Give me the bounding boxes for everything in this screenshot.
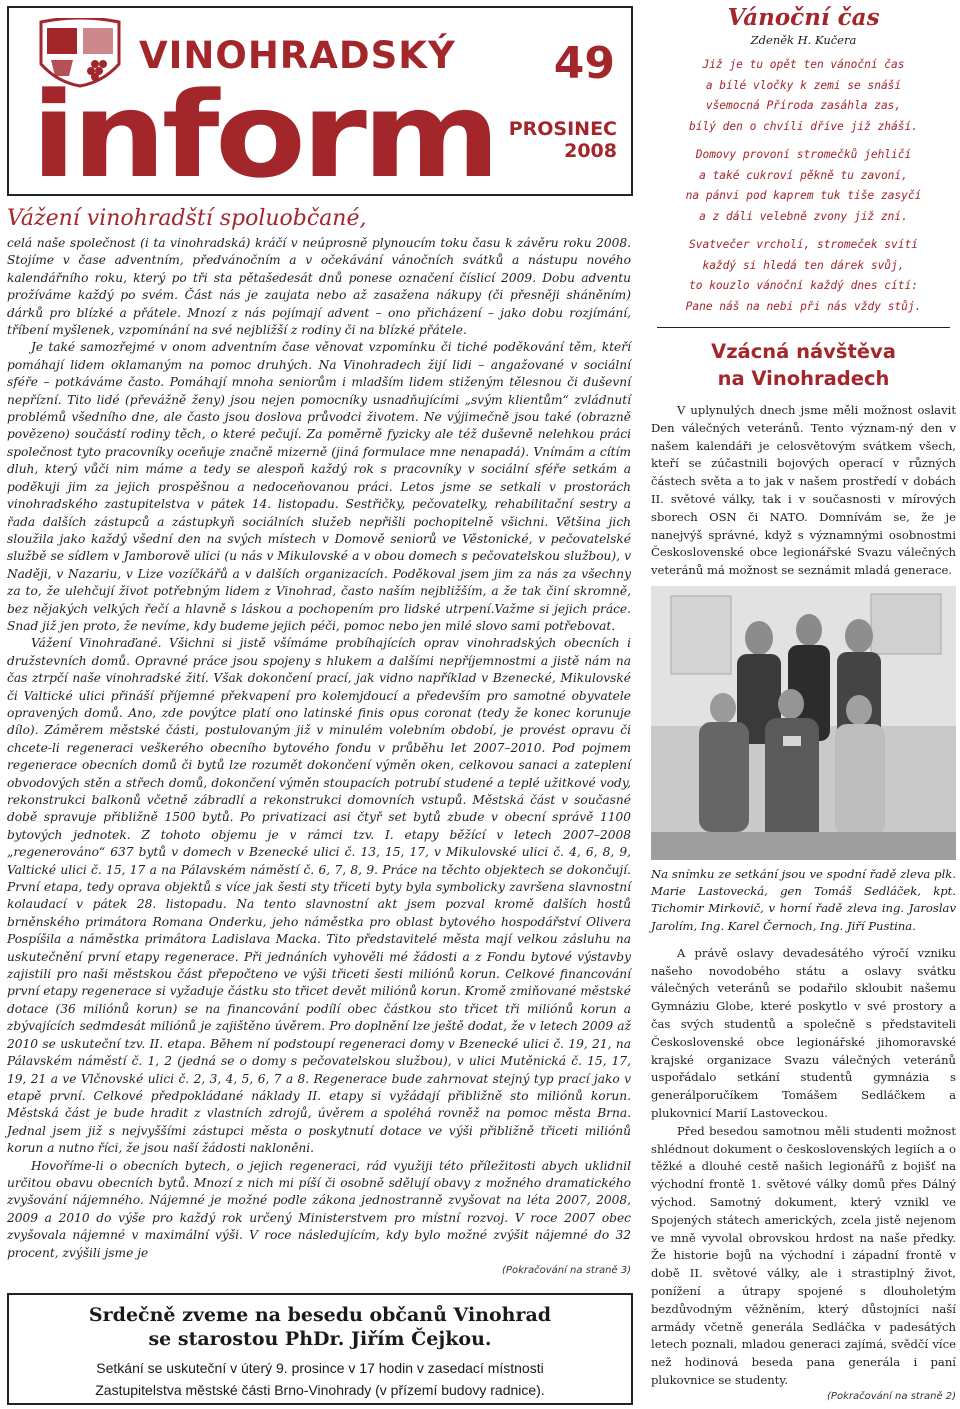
visit-paragraph: A právě oslavy devadesátého výročí vzniku našeho novodobého státu a oslavy svátku válečných veteránů se podařilo skloubit našemu Gymnáziu Globe, které poskytlo v své prostory a čas svých studentů a společně s představiteli Československé obce legionářské jihomoravské krajské organizace Svazu válečných veteránů uspořádalo setkání studentů gymnázia s generálporučíkem Tomášem Sedláčkem a plukovnicí Marií Lastoveckou. bbox=[651, 945, 956, 1120]
masthead bbox=[7, 6, 633, 196]
poem-line: Již je tu opět ten vánoční čas bbox=[702, 58, 905, 71]
visit-paragraph: Před besedou samotnou měli studenti možnost shlédnout dokument o československých legiích a o těžké a dlouhé cestě našich legionářů z bojišť na východní frontě 1. světové války domů přes Dálný východ. Samotný dokument, který vznikl ve Spojených státech amerických, zcela jistě nejenom ve mně vyvolal obrovskou hrdost na naše předky. Že historie bojů na východní i západní frontě v době II. světové války, ale i strastiplný život, ponížení a útrapy spojené s dlouholetým bezdůvodným věžněním, který důstojníci naší armády včetně generála Sedláčka v padesátých letech poznali, mladou generaci zajímá, svědčí více než hodinová beseda pana generála i paní plukovnice se studenty. bbox=[651, 1123, 956, 1387]
poem-line: na pánvi pod kaprem tuk tiše zasyčí bbox=[685, 189, 922, 202]
continued-note: (Pokračování na straně 2) bbox=[827, 1390, 956, 1402]
poem-line: všemocná Příroda zasáhla zas, bbox=[705, 99, 902, 112]
main-article bbox=[7, 206, 631, 1276]
poem-stanza bbox=[651, 55, 956, 137]
continued-note: (Pokračování na straně 3) bbox=[502, 1264, 631, 1276]
invitation-text-line: Setkání se uskuteční v úterý 9. prosince v 17 hodin v zasedací místnosti bbox=[96, 1360, 544, 1376]
article-paragraph: Vážení Vinohraďané. Všichni si jistě všímáme probíhajících oprav vinohradských obecních i družstevních domů. Opravné práce jsou spojeny s hlukem a dalšími nepříjemnostmi a jistě nám na čas ztrpčí naše vinohradské žití. Však dokončení prací, jak vidno například v Bzenecké, Mikulovské či Valtické ulici přináší příjemné překvapení pro kolemjdoucí a především pro samotné obyvatele opravených domů. Ano, zde povýtce platí ono latinské finis opus coronat (tedy že konec korunuje dílo). Záměrem městské části, postulovaným již v minulém volebním období, je provést opravu či chcete-li regeneraci veškerého obecního bytového fondu v průběhu let 2007–2010. Pod pojmem regenerace obecních domů či bytů lze rozumět dokončení výměn oken, celkovou sanaci a zateplení obvodových stěn a střech domů, dokončení výměn stoupacích potrubí studené a teplé užitkové vody, rekonstrukci balkonů včetně zábradlí a rekonstrukci domovních vstupů. Městská část v současné době spravuje přibližně 1500 bytů. Po privatizaci asi čtyř set bytů zbude v obecní správě 1100 bytových jednotek. Z tohoto objemu je v rámci tzv. I. etapy běžící v letech 2007–2008 „regenerováno“ 637 bytů v domech v Bzenecké ulici č. 13, 15, 17, v Mikulovské ulici č. 4, 6, 8, 9, Valtické ulici č. 15, 17 a na Pálavském náměstí č. 6, 7, 8, 9. Práce na těchto objektech se dokončují. První etapa, tedy oprava objektů s více jak šesti sty třiceti byty byla symbolicky završena slavnostní kolaudací v pátek 28. listopadu. Na tento slavnostní akt jsem pozval kromě dalších hostů brněnského primátora Romana Onderku, jeho náměstka pro oblast bytového hospodářství Olivera Pospíšila a náměstka primátora Ladislava Macka. Tito představitelé města mají velkou zásluhu na uskutečnění první etapy regenerace. Při jednáních vyhověli mé žádosti a z Fondu bytové výstavby zajistili pro naši městskou část přepočteno ve výši třiceti šesti miliónů korun. Celkové financování první etapy regenerace si vyžaduje částku sto třicet devět miliónů korun. Kromě zmiňované městské dotace (36 miliónů korun) se na financování podílí obec částkou sto třicet tři miliónů korun a zbývajících sedmdesát miliónů je zajištěno úvěrem. Pro doplnění lze ještě dodat, že v letech 2009 až 2010 se uskuteční tzv. II. etapa. Během ní podstoupí regeneraci domy v Bzenecké ulici č. 19, 21, na Pálavském náměstí č. 1, 2 (jedná se o domy s pečovatelskou službou), v ulici Mutěnická č. 15, 17, 19, 21 a ve Vlčnovské ulici č. 2, 3, 4, 5, 6, 7 a 8. Regenerace bude zahrnovat stejný typ prací jako v etapě první. Celkové předpokládané náklady II. etapy si vyžádají přibližně sto miliónů korun. Městská část je bude hradit z vlastních zdrojů, úvěrem a spoléhá rovněž na pomoc města Brna. Jednal jsem již s nejvyššími zástupci města o poskytnutí dotace ve výši přibližně třiceti miliónů korun a nutno říci, že jsou naší žádosti nakloněni. bbox=[7, 636, 631, 1156]
poem-line: a z dáli velebně zvony již zní. bbox=[699, 209, 908, 223]
poem-line: Pane náš na nebi při nás vždy stůj. bbox=[685, 299, 922, 313]
invitation-title-line: se starostou PhDr. Jiřím Čejkou. bbox=[148, 1328, 492, 1350]
article-paragraph: celá naše společnost (i ta vinohradská) kráčí v neúprosně plynoucím toku času k závěru roku 2008. Stojíme v čase adventním, předvánočním a v očekávání vánočních svátků a nástupu nového kalendářního roku, který po tři sta pětašedesát dnů ponese označení číslicí 2009. Dobu adventu prožíváme každý po svém. Část nás je zaujata nebo až zasažena nákupy (či přesněji sháněním) dárků pro blízké a přátele. Mnozí z nás pojímají advent – ono přicházení – jako dobu rozjímání, tříbení myšlenek, vzpomínání na své nejbližší z rodiny či na blízké přátele. bbox=[7, 236, 631, 338]
right-column bbox=[651, 4, 956, 1402]
poem-line: Svatvečer vrcholí, stromeček svítí bbox=[688, 238, 918, 251]
poem-stanza bbox=[651, 235, 956, 317]
poem-line: a bílé vločky k zemi se snáší bbox=[705, 78, 902, 92]
poem-title: Vánoční čas bbox=[727, 4, 880, 31]
group-photo-icon bbox=[651, 586, 956, 860]
poem-stanza bbox=[651, 145, 956, 227]
invitation-text-line: Zastupitelstva městské části Brno-Vinohrady (v přízemí budovy radnice). bbox=[95, 1382, 545, 1398]
issue-number: 49 bbox=[553, 38, 615, 89]
poem-line: bílý den o chvíli dříve již zháší. bbox=[688, 119, 918, 133]
issue-month: PROSINEC bbox=[508, 118, 617, 140]
visit-heading-line: na Vinohradech bbox=[717, 367, 890, 390]
poem-line: a také cukroví pěkně tu zavoní, bbox=[699, 168, 908, 182]
brand-title: VINOHRADSKÝ bbox=[139, 34, 456, 77]
article-heading: Vážení vinohradští spoluobčané, bbox=[7, 206, 367, 231]
issue-year: 2008 bbox=[564, 140, 617, 162]
visit-heading bbox=[651, 338, 956, 392]
invitation-title bbox=[9, 1303, 631, 1351]
article-paragraph: Hovoříme-li o obecních bytech, o jejich regeneraci, rád využiji této příležitosti abych uklidnil určitou obavu obecních bytů. Mnozí z nich mi píší či osobně sdělují obavy z možného dramatického zvyšování nájemného. Nájemné je možné podle zákona jednostranně zvyšovat na léta 2007, 2008, 2009 a 2010 do výše pro každý rok určený Ministerstvem pro místní rozvoj. V roce 2007 obec zvyšovala nájemné v maximální výši. V roce následujícím, kdy bylo možné zvýšit nájemné do 32 procent, zvýšili jsme je bbox=[7, 1158, 631, 1260]
logo-word: inform bbox=[31, 76, 497, 188]
section-divider bbox=[657, 327, 950, 328]
poem-line: každý si hledá ten dárek svůj, bbox=[702, 258, 905, 272]
invitation-title-line: Srdečně zveme na besedu občanů Vinohrad bbox=[88, 1304, 552, 1326]
invitation-text bbox=[9, 1357, 631, 1401]
inform-logo bbox=[31, 76, 501, 188]
poem-line: to kouzlo vánoční každý dnes cítí: bbox=[688, 279, 918, 292]
visit-heading-line: Vzácná návštěva bbox=[711, 340, 896, 363]
poem-line: Domovy provoní stromečků jehličí bbox=[695, 148, 912, 161]
visit-intro: V uplynulých dnech jsme měli možnost oslavit Den válečných veteránů. Tento význam-ný den v našem kalendáři je celosvětovým svátkem všech, kteří se zúčastnili bojových operací v různých částech světa a to jak v našem prostředí v dobách II. světové války, tak i v současnosti v mírových sborech OSN či NATO. Domnívám se, že je nanejvýš správné, když s významnými osobnostmi Československé obce legionářské Svazu válečných veteránů má možnost se seznámit mladá generace. bbox=[651, 403, 956, 578]
photo-caption: Na snímku ze setkání jsou ve spodní řadě zleva plk. Marie Lastovecká, gen Tomáš Sedláček, kpt. Tichomir Mirkovič, v horní řadě zleva ing. Jaroslav Jarolím, Ing. Karel Černoch, Ing. Jiří Pustina. bbox=[651, 866, 956, 933]
article-paragraph: Je také samozřejmé v onom adventním čase věnovat vzpomínku či tiché poděkování těm, kteří pomáhají lidem oklamaným na pomoc druhých. Na Vinohradech žijí lidi – angažované v sociální sféře – potkáváme často. Pomáhají mnoha seniorům i mladším lidem stiženým tělesnou či duševní nepřízní. Tito lidé (převážně ženy) jsou nejen pomocníky usnadňujícími „svým klientům“ zvládnutí problémů všedního dne, ale často jsou doslova průvodci životem. Ne výjimečně jsou také (obrazně povězeno) součástí rodiny těch, o které pečují. Za poměrně fyzicky ale též duševně nelehkou práci společnost tyto pracovníky oceňuje značně mizerně (jiná formulace mne nenapadá). Vnímám a cítím dluh, který vůči nim máme a tedy se alespoň každý rok s pracovníky v sociální sféře setkám a poděkuji jim za jejich prospěšnou a nedoceňovanou práci. Letos jsme se setkali v prostorách vinohradského zastupitelstva v pátek 14. listopadu. Sestřičky, pečovatelky, rehabilitační sestry a řada dalších zástupců a zástupkyň sociálních služeb nepřišli pochopitelně všichni. Většina jich sloužila jako každý všední den na svých místech v Domově seniorů ve Věstonické, v pečovatelské službě se sídlem v Jamborově ulici (u nás v Mikulovské a v obou domech s pečovatelskou službou), v Naději, v Nazariu, v Lize vozíčkářů a v dalších organizacích. Poděkoval jsem jim za nás za všechny za to, že ulehčují život potřebným lidem z Vinohrad, často naším nejbližším, a že tak činí skromně, bez nějakých velkých řečí a hlavně s láskou a pochopením pro lidské utrpení.Važme si jejich práce. Snad již jen proto, že nevíme, kdy budeme jejich péči, pomoc nebo jen milé slovo sami potřebovat. bbox=[7, 340, 631, 633]
invitation-box bbox=[7, 1293, 633, 1405]
poem-author: Zdeněk H. Kučera bbox=[750, 33, 857, 47]
